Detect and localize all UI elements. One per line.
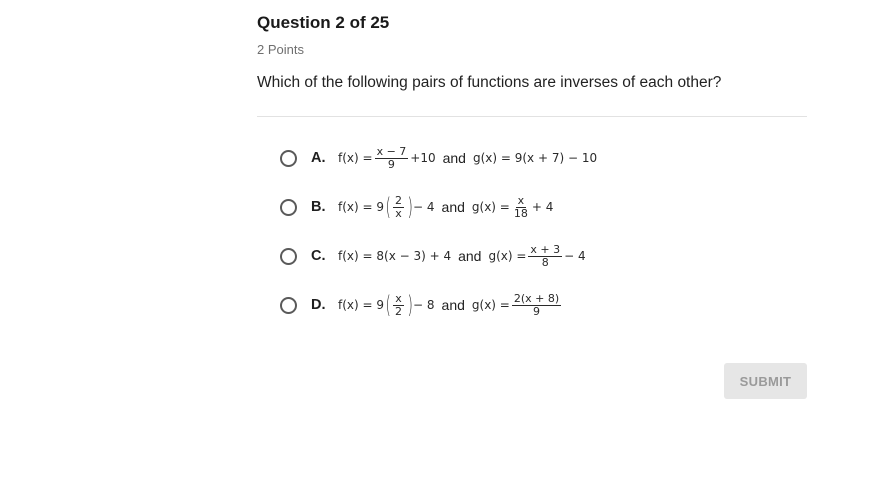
paren-open: ( bbox=[385, 291, 391, 319]
radio-button-c[interactable] bbox=[280, 248, 297, 265]
g-tail: + 4 bbox=[531, 200, 554, 214]
f-fraction bbox=[393, 195, 404, 220]
option-expression-a bbox=[338, 146, 597, 171]
g-numerator: x + 3 bbox=[530, 242, 561, 256]
radio-button-a[interactable] bbox=[280, 150, 297, 167]
option-expression-c bbox=[338, 244, 586, 269]
f-denominator: x bbox=[395, 206, 402, 220]
g-numerator: x bbox=[517, 193, 525, 207]
f-tail: +10 bbox=[410, 151, 436, 165]
and-text: and bbox=[458, 248, 482, 264]
g-numerator: 2(x + 8) bbox=[513, 291, 560, 305]
g-lhs: g(x) = bbox=[471, 298, 510, 312]
f-lhs: f(x) = 9 bbox=[338, 200, 385, 214]
option-expression-b bbox=[338, 195, 553, 220]
f-denominator: 9 bbox=[387, 157, 395, 171]
g-expression: g(x) = 9(x + 7) − 10 bbox=[472, 151, 598, 165]
option-letter-b: B. bbox=[311, 199, 326, 215]
f-numerator: x bbox=[395, 291, 402, 305]
f-fraction bbox=[375, 146, 409, 171]
g-denominator: 8 bbox=[541, 255, 549, 269]
question-prompt: Which of the following pairs of functions are inverses of each other? bbox=[257, 74, 722, 91]
g-tail: − 4 bbox=[564, 249, 586, 263]
f-lhs: f(x) = 9 bbox=[338, 298, 385, 312]
f-tail: − 8 bbox=[413, 298, 435, 312]
g-denominator: 18 bbox=[513, 206, 528, 220]
g-lhs: g(x) = bbox=[488, 249, 527, 263]
f-numerator: x − 7 bbox=[376, 144, 407, 158]
option-expression-d bbox=[338, 293, 563, 318]
option-letter-a: A. bbox=[311, 150, 326, 166]
f-fraction bbox=[393, 293, 404, 318]
f-expression: f(x) = 8(x − 3) + 4 bbox=[338, 249, 452, 263]
g-fraction bbox=[528, 244, 562, 269]
answer-option-a[interactable] bbox=[280, 143, 597, 173]
and-text: and bbox=[441, 199, 465, 215]
paren-open: ( bbox=[385, 193, 391, 221]
question-title: Question 2 of 25 bbox=[257, 13, 390, 32]
g-fraction bbox=[512, 293, 561, 318]
question-points: 2 Points bbox=[257, 42, 304, 57]
radio-button-b[interactable] bbox=[280, 199, 297, 216]
f-denominator: 2 bbox=[395, 304, 403, 318]
answer-option-b[interactable] bbox=[280, 192, 553, 222]
option-letter-d: D. bbox=[311, 297, 326, 313]
g-fraction bbox=[512, 195, 530, 220]
f-numerator: 2 bbox=[395, 193, 403, 207]
submit-button[interactable]: SUBMIT bbox=[724, 363, 807, 399]
paren-close: ) bbox=[407, 291, 413, 319]
option-letter-c: C. bbox=[311, 248, 326, 264]
f-tail: − 4 bbox=[413, 200, 435, 214]
divider bbox=[257, 116, 807, 117]
paren-close: ) bbox=[407, 193, 413, 221]
and-text: and bbox=[441, 297, 465, 313]
answer-option-c[interactable] bbox=[280, 241, 586, 271]
f-lhs: f(x) = bbox=[338, 151, 373, 165]
answer-option-d[interactable] bbox=[280, 290, 563, 320]
g-denominator: 9 bbox=[533, 304, 540, 318]
g-lhs: g(x) = bbox=[471, 200, 510, 214]
and-text: and bbox=[442, 150, 466, 166]
radio-button-d[interactable] bbox=[280, 297, 297, 314]
